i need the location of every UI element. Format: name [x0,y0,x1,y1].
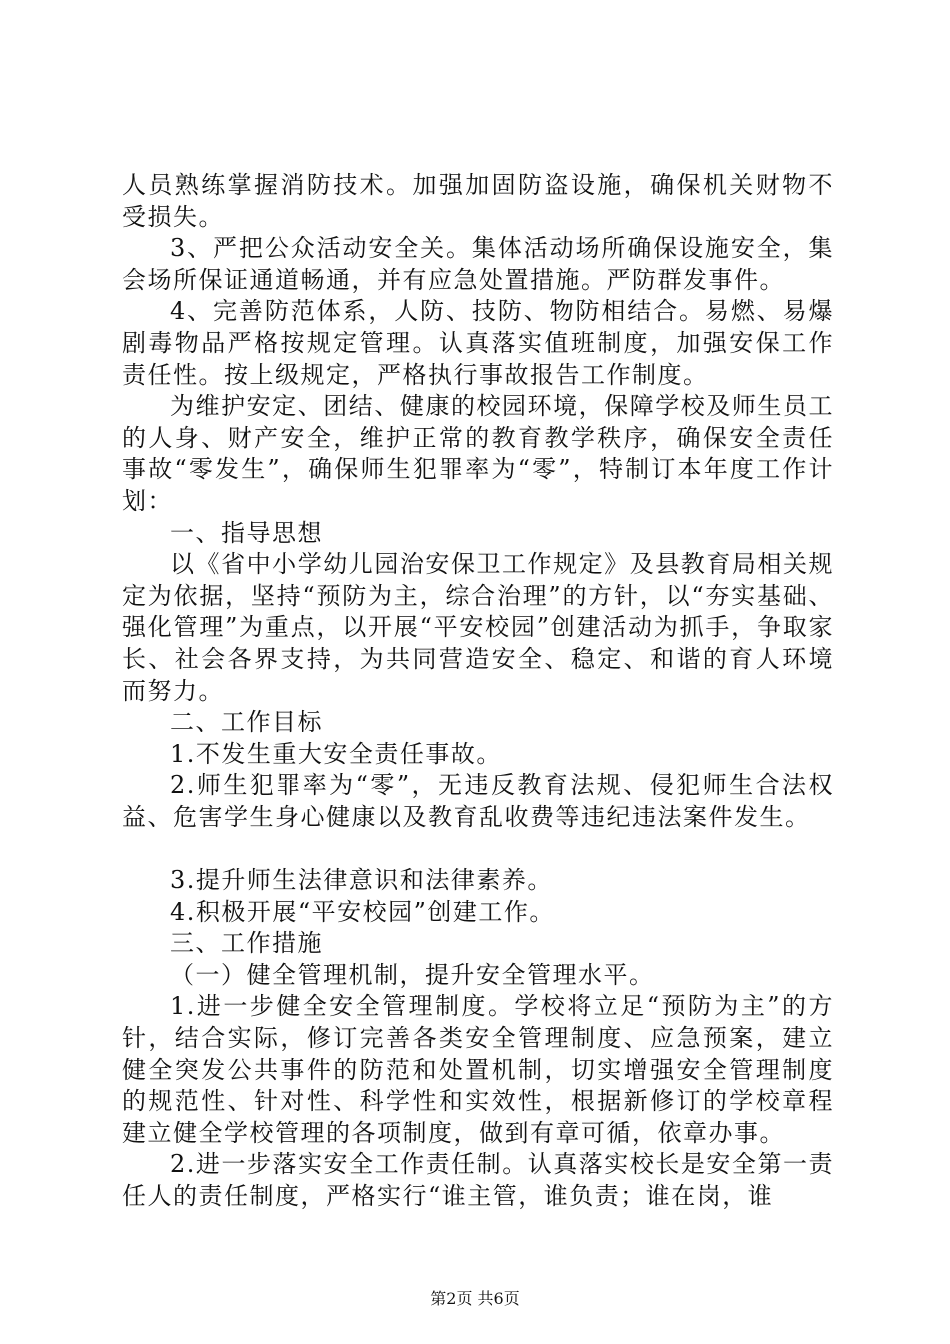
list-item: 3.提升师生法律意识和法律素养。 [170,866,553,895]
section-heading: 一、指导思想 [170,518,323,547]
paragraph: 3、严把公众活动安全关。集体活动场所确保设施安全，集会场所保证通道畅通，并有应急处置措施。严防群发事件。 [122,234,834,294]
paragraph: 为维护安定、团结、健康的校园环境，保障学校及师生员工的人身、财产安全，维护正常的教育教学秩序，确保安全责任事故“零发生”，确保师生犯罪率为“零”，特制订本年度工作计划： [122,392,834,515]
list-item: 1.进一步健全安全管理制度。学校将立足“预防为主”的方针，结合实际，修订完善各类安全管理制度、应急预案，建立健全突发公共事件的防范和处置机制，切实增强安全管理制度的规范性、针对性、科学性和实效性，根据新修订的学校章程建立健全学校管理的各项制度，做到有章可循，依章办事。 [122,992,834,1147]
document-body [122,170,834,1213]
blank-line [122,833,834,865]
subsection-heading: （一）健全管理机制，提升安全管理水平。 [170,960,655,989]
list-item: 4.积极开展“平安校园”创建工作。 [170,897,555,926]
list-item: 1.不发生重大安全责任事故。 [170,739,502,768]
list-item: 2.师生犯罪率为“零”，无违反教育法规、侵犯师生合法权益、危害学生身心健康以及教育乱收费等违纪违法案件发生。 [122,771,834,831]
section-heading: 二、工作目标 [170,708,323,737]
paragraph: 4、完善防范体系，人防、技防、物防相结合。易燃、易爆剧毒物品严格按规定管理。认真落实值班制度，加强安保工作责任性。按上级规定，严格执行事故报告工作制度。 [122,297,834,389]
section-heading: 三、工作措施 [170,929,323,958]
list-item: 2.进一步落实安全工作责任制。认真落实校长是安全第一责任人的责任制度，严格实行“谁主管，谁负责；谁在岗，谁 [122,1150,834,1210]
page-footer: 第2页 共6页 [430,1289,520,1308]
paragraph: 人员熟练掌握消防技术。加强加固防盗设施，确保机关财物不受损失。 [122,171,834,231]
paragraph: 以《省中小学幼儿园治安保卫工作规定》及县教育局相关规定为依据，坚持“预防为主，综合治理”的方针，以“夯实基础、强化管理”为重点，以开展“平安校园”创建活动为抓手，争取家长、社会各界支持，为共同营造安全、稳定、和谐的育人环境而努力。 [122,550,834,705]
